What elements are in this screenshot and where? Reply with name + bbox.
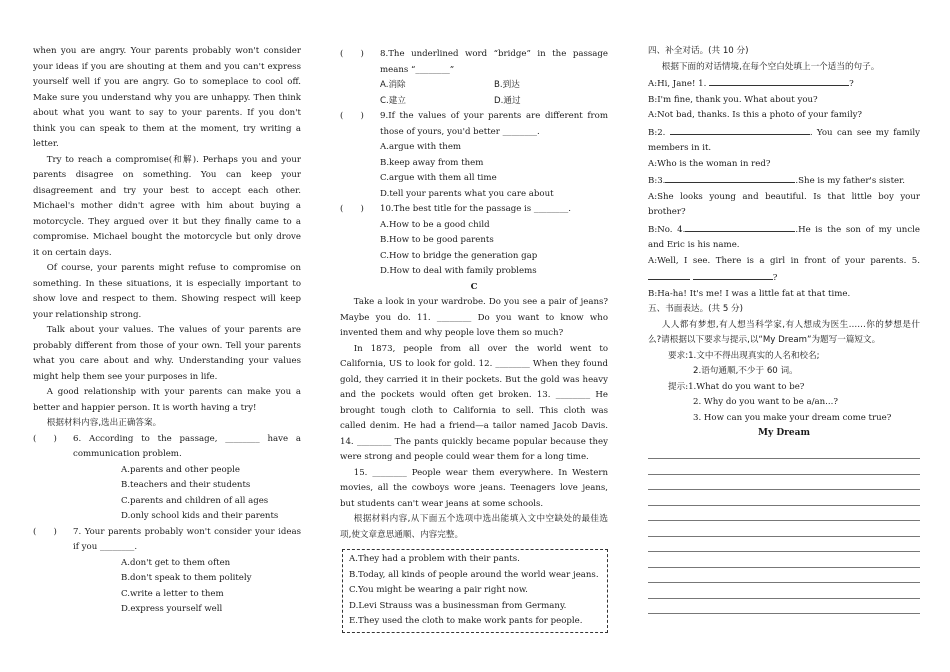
requirement: 要求:1.文中不得出现真实的人名和校名; xyxy=(668,350,820,361)
passage-paragraph: when you are angry. Your parents probably won't consider your ideas if you are shouting at them and you can't express yourself well if you are angry. Go to someplace to cool off. Make sure you understand why you are unhappy. Then think about what you want to say to your parents. If you don't think you can speak to them at the moment, try writing a letter. xyxy=(33,46,301,149)
passage-paragraph: Take a look in your wardrobe. Do you see a pair of jeans? Maybe you do. 11. ________ Do you want to know who invented them and why people love them so much? xyxy=(340,297,608,338)
writing-line[interactable] xyxy=(648,552,920,568)
section-five-heading: 五、书面表达。(共 5 分) xyxy=(648,304,743,314)
answer-paren[interactable]: ( ) xyxy=(340,204,364,214)
option: A.How to be a good child xyxy=(380,219,490,230)
passage-paragraph: In 1873, people from all over the world went to California, US to look for gold. 12. ________ When they found gold, they carried it in their pockets. But the gold was heavy and the pockets would often get broken. 13. ________ He brought tough cloth to California to sell. This cloth was called denim. He had a friend—a tailor named Jacob Davis. 14. ________ The pants quickly became popular because they were strong and people could wear them for a long time. xyxy=(340,343,608,462)
option: C.How to bridge the generation gap xyxy=(380,250,538,261)
blank-3[interactable] xyxy=(665,172,795,183)
writing-line[interactable] xyxy=(648,459,920,475)
option: D.only school kids and their parents xyxy=(121,511,279,521)
question-stem: 7. Your parents probably won't consider your ideas if you ________. xyxy=(73,526,301,552)
passage-paragraph: Talk about your values. The values of your parents are probably different from those of your own. Tell your parents what you care about and why. Understanding your values might help them see your purposes in life. xyxy=(33,325,301,382)
dialogue-line: B:3. .She is my father's sister. xyxy=(648,172,920,190)
instruction: 根据材料内容,选出正确答案。 xyxy=(46,418,162,428)
dialogue-line: A:Who is the woman in red? xyxy=(648,158,771,169)
writing-line[interactable] xyxy=(648,506,920,522)
answer-paren[interactable]: ( ) xyxy=(33,526,57,537)
question-stem: 9.If the values of your parents are different from those of yours, you'd better ________. xyxy=(380,111,608,137)
question-6 xyxy=(33,432,301,525)
requirement: 2.语句通顺,不少于 60 词。 xyxy=(693,366,798,376)
essay-title: My Dream xyxy=(758,428,810,438)
section-four-heading: 四、补全对话。(共 10 分) xyxy=(648,46,749,56)
dialogue-line: B:2. . You can see my family members in it. xyxy=(648,124,920,157)
question-stem: 6. According to the passage, ________ have a communication problem. xyxy=(73,433,301,459)
passage-paragraph: Of course, your parents might refuse to compromise on something. In these situations, it is especially important to show love and respect to them. Showing respect will keep your relationship strong. xyxy=(33,263,301,320)
writing-line[interactable] xyxy=(648,444,920,460)
hint: 提示:1.What do you want to be? xyxy=(668,381,805,392)
options-box xyxy=(342,549,608,633)
box-option: B.Today, all kinds of people around the world wear jeans. xyxy=(349,569,599,580)
option: D.tell your parents what you care about xyxy=(380,188,554,199)
dialogue-line: A:Hi, Jane! 1. ? xyxy=(648,75,920,93)
option: C.write a letter to them xyxy=(121,588,224,599)
writing-line[interactable] xyxy=(648,475,920,491)
passage-paragraph: 15. ________ People wear them everywhere. In Western movies, all the cowboys wore jeans. Teenagers love jeans, but students can't wear jeans at some schools. xyxy=(340,467,608,509)
passage-paragraph: A good relationship with your parents can make you a better and happier person. It is worth having a try! xyxy=(33,387,301,413)
answer-paren[interactable]: ( ) xyxy=(340,49,364,59)
writing-line[interactable] xyxy=(648,537,920,553)
question-10 xyxy=(340,202,608,280)
answer-paren[interactable]: ( ) xyxy=(33,433,57,444)
box-option: D.Levi Strauss was a businessman from Germany. xyxy=(349,600,567,611)
blank-4[interactable] xyxy=(685,221,795,232)
option: B.teachers and their students xyxy=(121,480,251,490)
box-option: C.You might be wearing a pair right now. xyxy=(349,585,528,595)
dialogue-line: B:Ha-ha! It's me! I was a little fat at that time. xyxy=(648,288,851,299)
question-9 xyxy=(340,109,608,202)
question-stem: 8.The underlined word “bridge” in the passage means “________” xyxy=(380,49,608,75)
writing-prompt: 人人都有梦想,有人想当科学家,有人想成为医生……你的梦想是什么?请根据以下要求与提示,以“My Dream”为题写一篇短文。 xyxy=(648,319,920,345)
writing-area[interactable] xyxy=(648,444,920,615)
instruction: 根据下面的对话情境,在每个空白处填上一个适当的句子。 xyxy=(661,61,880,72)
blank-1[interactable] xyxy=(709,75,849,86)
option: D.通过 xyxy=(494,95,521,106)
box-option: E.They used the cloth to make work pants for people. xyxy=(349,616,583,626)
dialogue-line: A:Well, I see. There is a girl in front of your parents. 5. ? xyxy=(648,255,920,283)
hint: 2. Why do you want to be a/an...? xyxy=(693,397,838,407)
option: A.don't get to them often xyxy=(121,557,231,568)
option: C.parents and children of all ages xyxy=(121,495,269,506)
answer-paren[interactable]: ( ) xyxy=(340,111,364,121)
writing-line[interactable] xyxy=(648,521,920,537)
dialogue-line: A:Not bad, thanks. Is this a photo of your family? xyxy=(648,110,863,120)
option: D.express yourself well xyxy=(121,604,223,614)
instruction: 根据材料内容,从下面五个选项中选出能填入文中空缺处的最佳选项,使文章意思通顺、内容完整。 xyxy=(340,514,608,540)
dialogue-line: A:She looks young and beautiful. Is that little boy your brother? xyxy=(648,191,920,217)
question-stem: 10.The best title for the passage is ________. xyxy=(380,204,572,214)
option: A.消除 xyxy=(380,80,406,90)
option: C.建立 xyxy=(380,95,406,106)
option: C.argue with them all time xyxy=(380,173,497,183)
dialogue-line: B:I'm fine, thank you. What about you? xyxy=(648,94,818,105)
option: A.argue with them xyxy=(380,142,462,152)
question-8 xyxy=(340,47,608,109)
blank-2[interactable] xyxy=(670,124,810,135)
box-option: A.They had a problem with their pants. xyxy=(349,554,520,564)
option: B.到达 xyxy=(494,80,520,90)
passage-paragraph: Try to reach a compromise(和解). Perhaps you and your parents disagree on something. You can keep your disagreement and try your best to accept each other. Michael's mother didn't agree with him about buying a motorcycle. They argued over it but they finally came to a compromise. Michael bought the motorcycle but only drove it on certain days. xyxy=(33,154,301,258)
option: B.don't speak to them politely xyxy=(121,573,252,583)
column-middle xyxy=(340,47,608,633)
column-left xyxy=(33,44,301,618)
hint: 3. How can you make your dream come true? xyxy=(693,412,892,423)
column-right xyxy=(648,44,920,614)
blank-5-cont[interactable] xyxy=(693,269,773,280)
blank-5[interactable] xyxy=(648,269,690,280)
writing-line[interactable] xyxy=(648,583,920,599)
section-heading: C xyxy=(470,281,478,292)
option: A.parents and other people xyxy=(121,464,240,475)
dialogue-line: B:No. 4. .He is the son of my uncle and Eric is his name. xyxy=(648,221,920,254)
option: D.How to deal with family problems xyxy=(380,266,537,276)
option: B.keep away from them xyxy=(380,157,484,168)
writing-line[interactable] xyxy=(648,599,920,615)
question-7 xyxy=(33,525,301,618)
writing-line[interactable] xyxy=(648,490,920,506)
writing-line[interactable] xyxy=(648,568,920,584)
option: B.How to be good parents xyxy=(380,235,494,245)
